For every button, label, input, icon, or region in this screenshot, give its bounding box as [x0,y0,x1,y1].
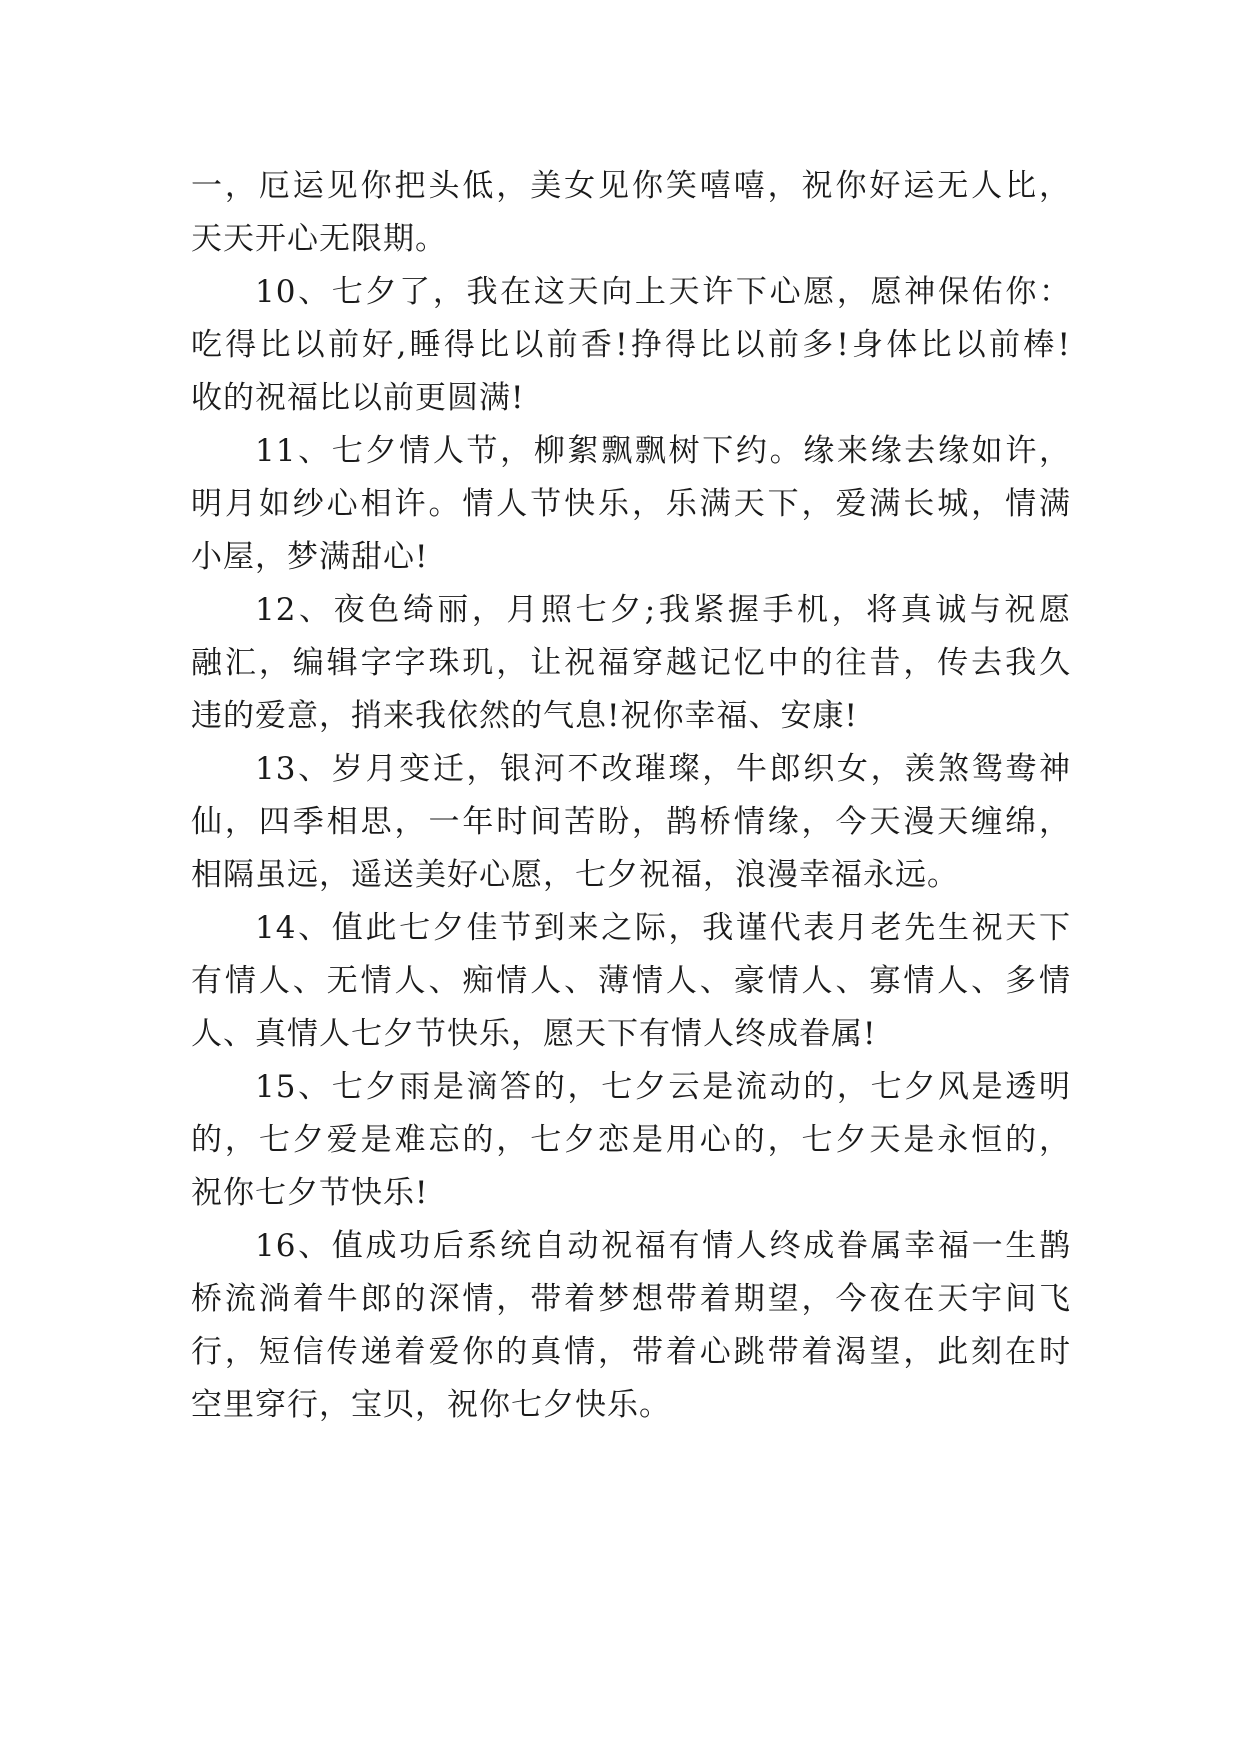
text-line: 融汇，编辑字字珠玑，让祝福穿越记忆中的往昔，传去我久 [191,645,1071,681]
text-line: 13、岁月变迁，银河不改璀璨，牛郎织女，羡煞鸳鸯神 [255,751,1071,787]
paragraph-15 [191,1061,1071,1220]
text-line: 桥流淌着牛郎的深情，带着梦想带着期望，今夜在天宇间飞 [191,1281,1071,1317]
text-line: 有情人、无情人、痴情人、薄情人、豪情人、寡情人、多情 [191,963,1071,999]
text-line: 12、夜色绮丽，月照七夕;我紧握手机，将真诚与祝愿 [255,592,1071,628]
text-line: 15、七夕雨是滴答的，七夕云是流动的，七夕风是透明 [255,1069,1071,1105]
text-line: 小屋，梦满甜心! [191,539,429,575]
text-line: 相隔虽远，遥送美好心愿，七夕祝福，浪漫幸福永远。 [191,857,959,893]
paragraph-10 [191,266,1071,425]
text-line: 天天开心无限期。 [191,221,447,257]
text-line: 一，厄运见你把头低，美女见你笑嘻嘻，祝你好运无人比， [191,168,1071,204]
text-line: 违的爱意，捎来我依然的气息!祝你幸福、安康! [191,698,858,734]
paragraph-12 [191,584,1071,743]
paragraph-14 [191,902,1071,1061]
text-line: 吃得比以前好,睡得比以前香!挣得比以前多!身体比以前棒! [191,327,1071,363]
text-line: 10、七夕了，我在这天向上天许下心愿，愿神保佑你： [255,274,1071,310]
text-line: 11、七夕情人节，柳絮飘飘树下约。缘来缘去缘如许， [255,433,1071,469]
text-line: 人、真情人七夕节快乐，愿天下有情人终成眷属! [191,1016,877,1052]
paragraph-continuation [191,160,1071,266]
body-text [191,160,1071,1432]
text-line: 祝你七夕节快乐! [191,1175,429,1211]
text-line: 14、值此七夕佳节到来之际，我谨代表月老先生祝天下 [255,910,1071,946]
paragraph-16 [191,1220,1071,1432]
text-line: 空里穿行，宝贝，祝你七夕快乐。 [191,1387,671,1423]
text-line: 明月如纱心相许。情人节快乐，乐满天下，爱满长城，情满 [191,486,1071,522]
text-line: 仙，四季相思，一年时间苦盼，鹊桥情缘，今天漫天缠绵， [191,804,1071,840]
text-line: 收的祝福比以前更圆满! [191,380,525,416]
paragraph-13 [191,743,1071,902]
paragraph-11 [191,425,1071,584]
text-line: 行，短信传递着爱你的真情，带着心跳带着渴望，此刻在时 [191,1334,1071,1370]
text-line: 16、值成功后系统自动祝福有情人终成眷属幸福一生鹊 [255,1228,1071,1264]
text-line: 的，七夕爱是难忘的，七夕恋是用心的，七夕天是永恒的， [191,1122,1071,1158]
